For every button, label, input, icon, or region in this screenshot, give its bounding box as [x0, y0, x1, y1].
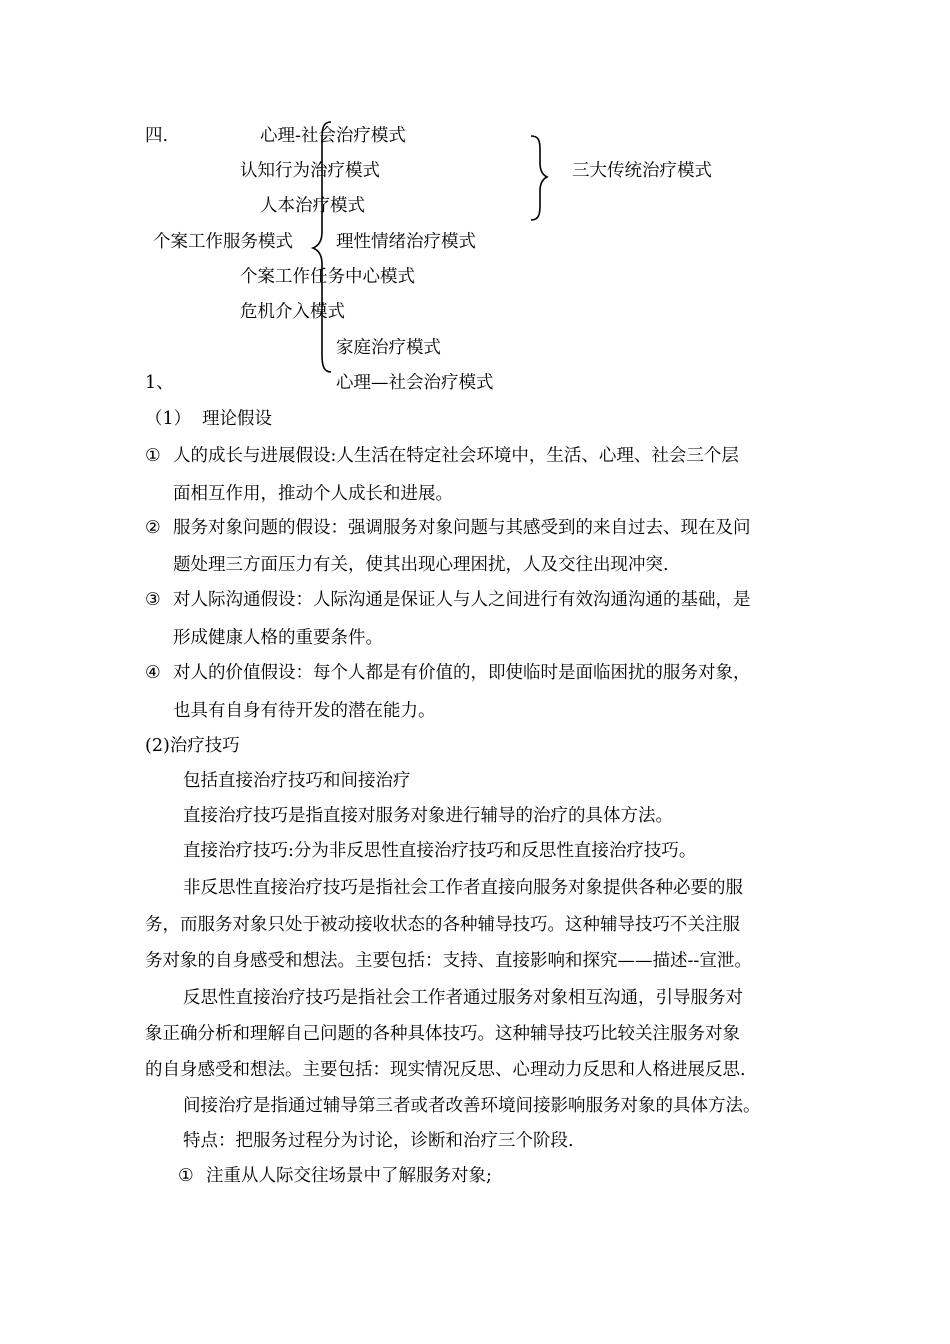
left-brace	[313, 122, 331, 372]
paragraph-line: 象正确分析和理解自己问题的各种具体技巧。这种辅导技巧比较关注服务对象	[145, 1024, 740, 1044]
paragraph-line: 反思性直接治疗技巧是指社会工作者通过服务对象相互沟通，引导服务对	[183, 988, 743, 1008]
paragraph: 特点：把服务过程分为讨论，诊断和治疗三个阶段.	[183, 1131, 574, 1151]
outline-item-task: 个案工作任务中心模式	[240, 267, 415, 287]
list-item-mark: ①	[178, 1166, 194, 1186]
list-item-text: 形成健康人格的重要条件。	[173, 628, 383, 648]
list-item-text: 面相互作用，推动个人成长和进展。	[173, 484, 453, 504]
outline-item-cognitive: 认知行为治疗模式	[240, 161, 380, 181]
paragraph: 直接治疗技巧:分为非反思性直接治疗技巧和反思性直接治疗技巧。	[183, 841, 697, 861]
list-item-text: 题处理三方面压力有关，使其出现心理困扰，人及交往出现冲突.	[173, 555, 669, 575]
list-item-text: 对人际沟通假设：人际沟通是保证人与人之间进行有效沟通沟通的基础，是	[173, 590, 751, 610]
outline-left-label: 个案工作服务模式	[153, 232, 293, 252]
sub1-heading-number: （1）	[145, 409, 192, 429]
outline-brace-label: 三大传统治疗模式	[572, 161, 712, 181]
paragraph-line: 务对象的自身感受和想法。主要包括：支持、直接影响和探究——描述--宣泄。	[145, 951, 752, 971]
paragraph: 包括直接治疗技巧和间接治疗	[183, 771, 411, 791]
outline-item-family: 家庭治疗模式	[336, 338, 441, 358]
list-item-text: 也具有自身有待开发的潜在能力。	[173, 701, 436, 721]
list-item-mark: ②	[145, 518, 161, 538]
list-item-mark: ①	[145, 446, 161, 466]
outline-braces	[0, 0, 950, 420]
section1-number: 1、	[145, 373, 174, 393]
outline-item-crisis: 危机介入模式	[240, 302, 345, 322]
section1-title: 心理—社会治疗模式	[336, 373, 494, 393]
outline-item-humanistic: 人本治疗模式	[260, 196, 365, 216]
paragraph: 直接治疗技巧是指直接对服务对象进行辅导的治疗的具体方法。	[183, 806, 673, 826]
list-item-text: 服务对象问题的假设：强调服务对象问题与其感受到的来自过去、现在及问	[173, 518, 751, 538]
section-number: 四.	[145, 126, 169, 146]
outline-item-rational: 理性情绪治疗模式	[336, 232, 476, 252]
list-item-text: 注重从人际交往场景中了解服务对象;	[206, 1166, 492, 1186]
right-brace	[531, 136, 547, 220]
paragraph-line: 务，而服务对象只处于被动接收状态的各种辅导技巧。这种辅导技巧不关注服	[145, 915, 740, 935]
list-item-mark: ④	[145, 663, 161, 683]
list-item-text: 对人的价值假设：每个人都是有价值的，即使临时是面临困扰的服务对象，	[173, 663, 751, 683]
outline-item-psychosocial: 心理-社会治疗模式	[260, 126, 406, 146]
sub2-heading: (2)治疗技巧	[145, 736, 240, 756]
paragraph-line: 的自身感受和想法。主要包括：现实情况反思、心理动力反思和人格进展反思.	[145, 1060, 746, 1080]
sub1-heading: 理论假设	[202, 409, 272, 429]
list-item-text: 人的成长与进展假设:人生活在特定社会环境中，生活、心理、社会三个层	[173, 446, 739, 466]
paragraph: 间接治疗是指通过辅导第三者或者改善环境间接影响服务对象的具体方法。	[183, 1096, 761, 1116]
paragraph-line: 非反思性直接治疗技巧是指社会工作者直接向服务对象提供各种必要的服	[183, 878, 743, 898]
list-item-mark: ③	[145, 590, 161, 610]
